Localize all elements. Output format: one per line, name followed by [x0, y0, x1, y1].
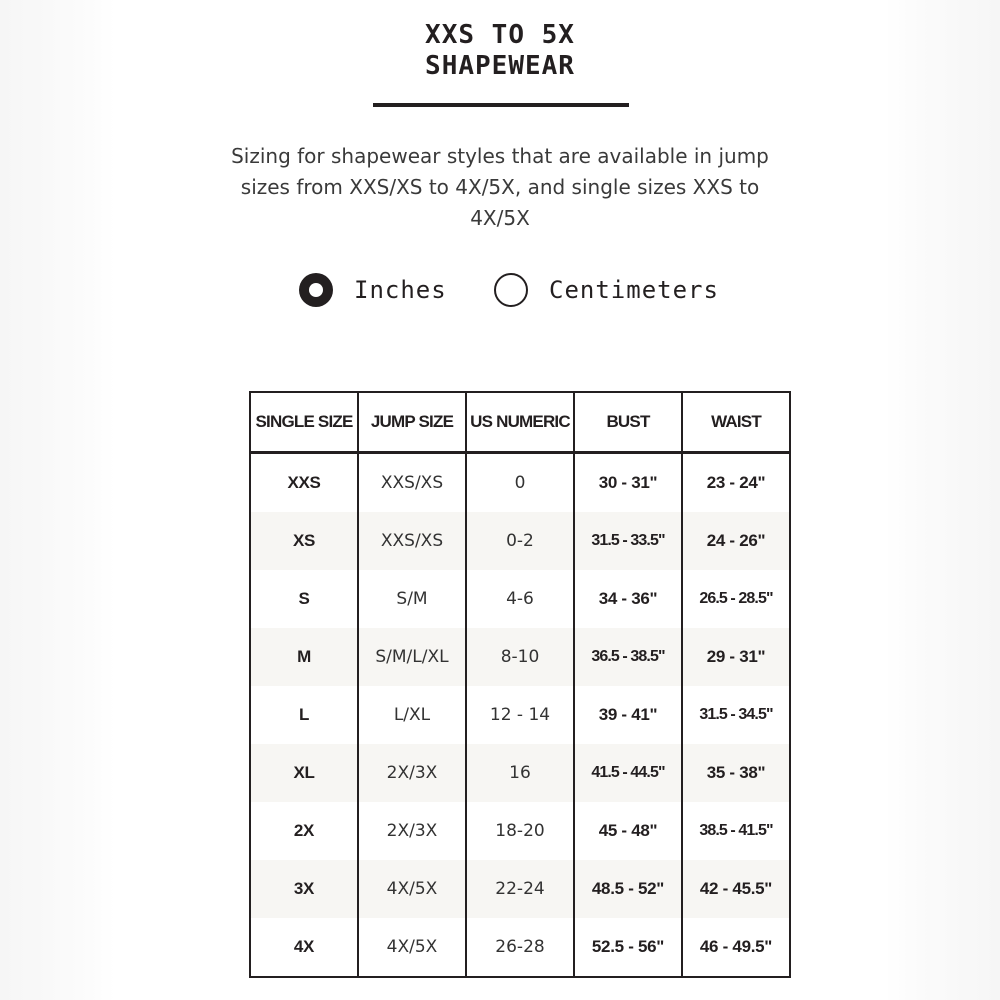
cell-us-numeric: 22-24 [466, 860, 574, 918]
cell-jump-size: 2X/3X [358, 744, 466, 802]
unit-label-centimeters: Centimeters [549, 276, 719, 304]
cell-jump-size: L/XL [358, 686, 466, 744]
table-row [250, 918, 790, 977]
table-row [250, 512, 790, 570]
cell-us-numeric: 4-6 [466, 570, 574, 628]
radio-checked-icon[interactable] [299, 273, 333, 307]
cell-waist: 26.5 - 28.5" [682, 570, 790, 628]
cell-us-numeric: 0 [466, 453, 574, 513]
cell-single-size: S [250, 570, 358, 628]
page-title-line-2: SHAPEWEAR [425, 51, 575, 81]
table-row [250, 453, 790, 513]
cell-bust: 30 - 31" [574, 453, 682, 513]
cell-single-size: M [250, 628, 358, 686]
cell-jump-size: 4X/5X [358, 918, 466, 977]
cell-waist: 46 - 49.5" [682, 918, 790, 977]
cell-single-size: 4X [250, 918, 358, 977]
cell-bust: 34 - 36" [574, 570, 682, 628]
cell-waist: 35 - 38" [682, 744, 790, 802]
cell-jump-size: S/M [358, 570, 466, 628]
cell-bust: 52.5 - 56" [574, 918, 682, 977]
unit-label-inches: Inches [354, 276, 447, 304]
cell-jump-size: 4X/5X [358, 860, 466, 918]
cell-waist: 24 - 26" [682, 512, 790, 570]
cell-bust: 48.5 - 52" [574, 860, 682, 918]
cell-bust: 36.5 - 38.5" [574, 628, 682, 686]
column-header-waist: WAIST [682, 392, 790, 453]
cell-waist: 38.5 - 41.5" [682, 802, 790, 860]
table-row [250, 570, 790, 628]
cell-us-numeric: 12 - 14 [466, 686, 574, 744]
cell-single-size: XS [250, 512, 358, 570]
unit-option-inches[interactable] [299, 270, 447, 310]
cell-waist: 42 - 45.5" [682, 860, 790, 918]
cell-bust: 39 - 41" [574, 686, 682, 744]
table-row [250, 802, 790, 860]
cell-jump-size: S/M/L/XL [358, 628, 466, 686]
cell-us-numeric: 0-2 [466, 512, 574, 570]
table-row [250, 860, 790, 918]
cell-us-numeric: 18-20 [466, 802, 574, 860]
cell-jump-size: XXS/XS [358, 512, 466, 570]
cell-jump-size: XXS/XS [358, 453, 466, 513]
cell-single-size: XL [250, 744, 358, 802]
radio-unchecked-icon[interactable] [494, 273, 528, 307]
cell-single-size: L [250, 686, 358, 744]
size-chart-table [249, 391, 791, 978]
page-title-line-1: XXS TO 5X [425, 20, 575, 50]
table-row [250, 744, 790, 802]
column-header-bust: BUST [574, 392, 682, 453]
sizing-description: Sizing for shapewear styles that are available in jump sizes from XXS/XS to 4X/5X, and single sizes XXS to 4X/5X [231, 144, 769, 230]
cell-waist: 23 - 24" [682, 453, 790, 513]
title-underline-divider [373, 103, 629, 107]
cell-waist: 31.5 - 34.5" [682, 686, 790, 744]
table-row [250, 628, 790, 686]
cell-single-size: 2X [250, 802, 358, 860]
left-margin-panel [0, 0, 115, 1000]
column-header-single-size: SINGLE SIZE [250, 392, 358, 453]
cell-single-size: 3X [250, 860, 358, 918]
cell-bust: 45 - 48" [574, 802, 682, 860]
cell-waist: 29 - 31" [682, 628, 790, 686]
cell-bust: 41.5 - 44.5" [574, 744, 682, 802]
cell-us-numeric: 8-10 [466, 628, 574, 686]
table-header-row [250, 392, 790, 453]
column-header-jump-size: JUMP SIZE [358, 392, 466, 453]
table-row [250, 686, 790, 744]
cell-bust: 31.5 - 33.5" [574, 512, 682, 570]
cell-jump-size: 2X/3X [358, 802, 466, 860]
right-margin-panel [885, 0, 1000, 1000]
cell-us-numeric: 26-28 [466, 918, 574, 977]
unit-option-centimeters[interactable] [494, 270, 719, 310]
cell-single-size: XXS [250, 453, 358, 513]
column-header-us-numeric: US NUMERIC [466, 392, 574, 453]
cell-us-numeric: 16 [466, 744, 574, 802]
